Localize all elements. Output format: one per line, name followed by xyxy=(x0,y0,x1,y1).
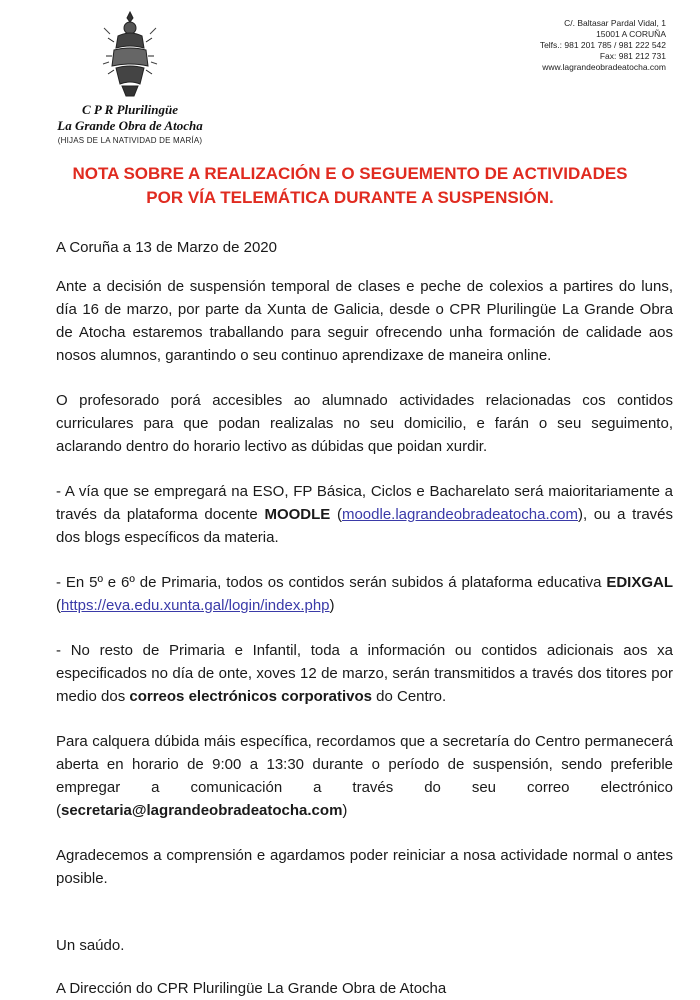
paragraph-thanks: Agradecemos a comprensión e agardamos poder reiniciar a nosa actividade normal o antes posible. xyxy=(56,847,673,887)
school-name-line2: La Grande Obra de Atocha xyxy=(57,118,203,133)
contact-address: C/. Baltasar Pardal Vidal, 1 xyxy=(564,18,666,28)
moodle-text-after: ), ou a través dos blogs específicos da materia. xyxy=(56,506,674,546)
moodle-open-paren: ( xyxy=(330,506,342,523)
moodle-link[interactable]: moodle.lagrandeobradeatocha.com xyxy=(341,506,578,523)
school-logo-block xyxy=(40,8,220,145)
moodle-text: - A vía que se empregará na ESO, FP Básica, Ciclos e Bacharelato será maioritariamente a través da plataforma docente xyxy=(56,483,673,523)
signature: A Dirección do CPR Plurilingüe La Grande Obra de Atocha xyxy=(56,980,447,997)
crest-icon xyxy=(100,8,160,100)
edixgal-bold: EDIXGAL xyxy=(606,574,673,591)
document-title xyxy=(40,162,660,210)
paragraph-teachers: O profesorado porá accesibles ao alumnado actividades relacionadas cos contidos curriculares para que podan realizalas no seu domicilio, e farán o seu seguimento, aclarando dentro do horario lectivo as dúbidas que poidan xurdir. xyxy=(56,392,673,455)
paragraph-secretaria xyxy=(56,730,673,822)
letter-body xyxy=(56,236,673,1000)
paragraph-infantil xyxy=(56,639,673,708)
title-line-1: NOTA SOBRE A REALIZACIÓN E O SEGUEMENTO DE ACTIVIDADES xyxy=(72,164,628,183)
paragraph-edixgal xyxy=(56,571,673,617)
edixgal-text: - En 5º e 6º de Primaria, todos os contidos serán subidos á plataforma educativa xyxy=(56,574,607,591)
title-line-2: POR VÍA TELEMÁTICA DURANTE A SUSPENSIÓN. xyxy=(146,188,554,207)
contact-postal: 15001 A CORUÑA xyxy=(596,29,666,39)
secretaria-email: secretaria@lagrandeobradeatocha.com xyxy=(61,802,343,819)
contact-info xyxy=(540,18,666,73)
infantil-bold: correos electrónicos corporativos xyxy=(129,688,372,705)
contact-fax: Fax: 981 212 731 xyxy=(599,51,666,61)
moodle-bold: MOODLE xyxy=(264,506,331,523)
edixgal-open-paren: ( xyxy=(56,597,61,614)
school-name-line1: C P R Plurilingüe xyxy=(82,102,178,117)
paragraph-intro: Ante a decisión de suspensión temporal de clases e peche de colexios a partires do luns, día 16 de marzo, por parte da Xunta de Galicia, desde o CPR Plurilingüe La Grande Obra de Atocha estaremos traballando para seguir ofrecendo unha formación de calidade aos nosos alumnos, garantindo o seu continuo aprendizaxe de maneira online. xyxy=(56,278,673,364)
secretaria-text: Para calquera dúbida máis específica, recordamos que a secretaría do Centro permanecerá aberta en horario de 9:00 a 13:30 durante o período de suspensión, sendo preferible empregar a comunicación a través do seu correo electrónico ( xyxy=(56,733,673,819)
contact-website: www.lagrandeobradeatocha.com xyxy=(542,62,666,72)
contact-phones: Telfs.: 981 201 785 / 981 222 542 xyxy=(539,40,666,50)
edixgal-close-paren: ) xyxy=(329,597,335,614)
paragraph-moodle xyxy=(56,480,673,549)
letter-date: A Coruña a 13 de Marzo de 2020 xyxy=(56,239,277,256)
farewell: Un saúdo. xyxy=(56,937,125,954)
infantil-text-after: do Centro. xyxy=(371,688,447,705)
secretaria-close-paren: ) xyxy=(342,802,348,819)
infantil-text: - No resto de Primaria e Infantil, toda a información ou contidos adicionais aos xa especificados no día de onte, xoves 12 de marzo, serán transmitidos a través dos titores por medio dos xyxy=(56,642,673,705)
edixgal-link[interactable]: https://eva.edu.xunta.gal/login/index.php xyxy=(61,597,330,614)
school-subtitle: (HIJAS DE LA NATIVIDAD DE MARÍA) xyxy=(57,136,203,145)
